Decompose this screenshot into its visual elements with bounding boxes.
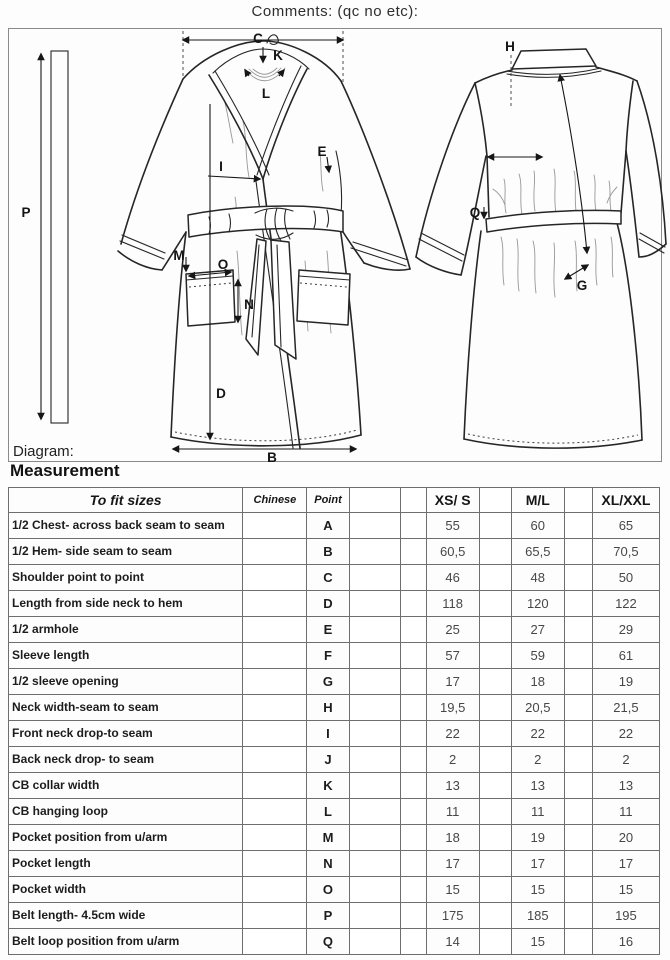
point-label-p: P: [21, 205, 31, 220]
point-cell: N: [307, 851, 349, 877]
empty-cell: [564, 877, 592, 903]
empty-cell: [400, 617, 426, 643]
empty-cell: [400, 799, 426, 825]
empty-cell: [479, 721, 511, 747]
empty-cell: [479, 617, 511, 643]
measurement-label-cell: Belt length- 4.5cm wide: [9, 903, 243, 929]
empty-cell: [564, 903, 592, 929]
chinese-cell: [243, 591, 307, 617]
empty-cell: [564, 539, 592, 565]
measurement-row: [9, 825, 660, 851]
value-xs-s-cell: 55: [426, 513, 479, 539]
measurement-row: [9, 669, 660, 695]
measurement-table: [8, 487, 660, 955]
value-m-l-cell: 20,5: [511, 695, 564, 721]
empty-cell: [349, 851, 400, 877]
value-xl-xxl-cell: 2: [592, 747, 659, 773]
empty-cell: [349, 539, 400, 565]
measurement-row: [9, 539, 660, 565]
measurement-row: [9, 903, 660, 929]
value-m-l-cell: 27: [511, 617, 564, 643]
empty-cell: [564, 565, 592, 591]
point-label-d: D: [216, 386, 226, 401]
empty-cell: [479, 877, 511, 903]
empty-cell: [400, 851, 426, 877]
measurement-row: [9, 877, 660, 903]
value-xl-xxl-cell: 65: [592, 513, 659, 539]
header-chinese: Chinese: [243, 488, 307, 513]
empty-cell: [479, 643, 511, 669]
value-xs-s-cell: 60,5: [426, 539, 479, 565]
empty-cell: [564, 695, 592, 721]
point-label-k: K: [273, 48, 283, 63]
measurement-row: [9, 643, 660, 669]
measurement-row: [9, 851, 660, 877]
point-label-l: L: [261, 86, 271, 101]
measurement-label-cell: 1/2 Hem- side seam to seam: [9, 539, 243, 565]
empty-cell: [400, 903, 426, 929]
chinese-cell: [243, 669, 307, 695]
value-m-l-cell: 13: [511, 773, 564, 799]
diagram-caption: Diagram:: [13, 443, 74, 460]
empty-header-cell: [349, 488, 400, 513]
point-cell: O: [307, 877, 349, 903]
point-cell: C: [307, 565, 349, 591]
value-m-l-cell: 2: [511, 747, 564, 773]
measurement-label-cell: 1/2 Chest- across back seam to seam: [9, 513, 243, 539]
chinese-cell: [243, 643, 307, 669]
point-label-h: H: [505, 39, 515, 54]
empty-cell: [564, 825, 592, 851]
empty-cell: [349, 669, 400, 695]
empty-cell: [400, 877, 426, 903]
measurement-label-cell: Pocket length: [9, 851, 243, 877]
empty-cell: [400, 513, 426, 539]
empty-cell: [349, 929, 400, 955]
empty-cell: [400, 721, 426, 747]
value-xs-s-cell: 15: [426, 877, 479, 903]
measurement-label-cell: CB collar width: [9, 773, 243, 799]
value-xs-s-cell: 57: [426, 643, 479, 669]
chinese-cell: [243, 825, 307, 851]
value-xl-xxl-cell: 21,5: [592, 695, 659, 721]
chinese-cell: [243, 513, 307, 539]
comments-header: Comments: (qc no etc):: [251, 3, 419, 20]
empty-cell: [479, 695, 511, 721]
empty-header-cell: [400, 488, 426, 513]
chinese-cell: [243, 929, 307, 955]
point-cell: D: [307, 591, 349, 617]
measurement-row: [9, 695, 660, 721]
value-xl-xxl-cell: 70,5: [592, 539, 659, 565]
measurement-label-cell: Pocket width: [9, 877, 243, 903]
measurement-label-cell: Back neck drop- to seam: [9, 747, 243, 773]
chinese-cell: [243, 747, 307, 773]
empty-cell: [479, 513, 511, 539]
value-m-l-cell: 185: [511, 903, 564, 929]
point-cell: E: [307, 617, 349, 643]
empty-cell: [564, 929, 592, 955]
value-xl-xxl-cell: 15: [592, 877, 659, 903]
value-xl-xxl-cell: 122: [592, 591, 659, 617]
point-label-q: Q: [469, 205, 481, 220]
empty-cell: [564, 591, 592, 617]
empty-header-cell: [479, 488, 511, 513]
empty-cell: [479, 747, 511, 773]
empty-cell: [479, 539, 511, 565]
value-xs-s-cell: 19,5: [426, 695, 479, 721]
measurement-table-body: [9, 513, 660, 955]
value-xl-xxl-cell: 50: [592, 565, 659, 591]
empty-cell: [349, 825, 400, 851]
belt-strip-drawing: [21, 51, 68, 423]
chinese-cell: [243, 851, 307, 877]
empty-cell: [479, 903, 511, 929]
empty-cell: [479, 799, 511, 825]
point-cell: G: [307, 669, 349, 695]
empty-cell: [349, 565, 400, 591]
chinese-cell: [243, 565, 307, 591]
measurement-row: [9, 565, 660, 591]
empty-cell: [349, 773, 400, 799]
value-xs-s-cell: 13: [426, 773, 479, 799]
value-xl-xxl-cell: 22: [592, 721, 659, 747]
empty-cell: [479, 773, 511, 799]
empty-cell: [564, 851, 592, 877]
empty-cell: [400, 773, 426, 799]
value-xs-s-cell: 11: [426, 799, 479, 825]
value-xs-s-cell: 175: [426, 903, 479, 929]
value-xl-xxl-cell: 61: [592, 643, 659, 669]
back-measurement-marks: [484, 55, 588, 279]
measurement-label-cell: Sleeve length: [9, 643, 243, 669]
value-m-l-cell: 65,5: [511, 539, 564, 565]
header-point: Point: [307, 488, 349, 513]
measurement-row: [9, 747, 660, 773]
empty-cell: [400, 565, 426, 591]
chinese-cell: [243, 799, 307, 825]
chinese-cell: [243, 617, 307, 643]
value-m-l-cell: 60: [511, 513, 564, 539]
chinese-cell: [243, 903, 307, 929]
point-cell: L: [307, 799, 349, 825]
value-xs-s-cell: 14: [426, 929, 479, 955]
value-xl-xxl-cell: 195: [592, 903, 659, 929]
point-cell: J: [307, 747, 349, 773]
point-cell: I: [307, 721, 349, 747]
value-m-l-cell: 19: [511, 825, 564, 851]
point-cell: M: [307, 825, 349, 851]
empty-cell: [564, 773, 592, 799]
measurement-label-cell: Shoulder point to point: [9, 565, 243, 591]
value-xs-s-cell: 18: [426, 825, 479, 851]
value-xs-s-cell: 46: [426, 565, 479, 591]
empty-cell: [400, 747, 426, 773]
value-m-l-cell: 120: [511, 591, 564, 617]
point-label-o: O: [217, 257, 229, 272]
point-cell: H: [307, 695, 349, 721]
point-label-m: M: [173, 248, 185, 263]
measurement-row: [9, 929, 660, 955]
value-m-l-cell: 59: [511, 643, 564, 669]
point-cell: K: [307, 773, 349, 799]
point-label-n: N: [244, 297, 254, 312]
measurement-label-cell: Front neck drop-to seam: [9, 721, 243, 747]
empty-cell: [564, 721, 592, 747]
measurement-label-cell: 1/2 armhole: [9, 617, 243, 643]
header-to-fit-sizes: To fit sizes: [9, 488, 243, 513]
point-label-i: I: [219, 159, 223, 174]
empty-cell: [564, 669, 592, 695]
robe-front-view: [118, 31, 410, 465]
measurement-label-cell: Belt loop position from u/arm: [9, 929, 243, 955]
value-xl-xxl-cell: 16: [592, 929, 659, 955]
chinese-cell: [243, 877, 307, 903]
measurement-label-cell: CB hanging loop: [9, 799, 243, 825]
empty-header-cell: [564, 488, 592, 513]
empty-cell: [349, 799, 400, 825]
robe-technical-drawing: [9, 29, 661, 465]
empty-cell: [479, 851, 511, 877]
measurement-label-cell: 1/2 sleeve opening: [9, 669, 243, 695]
front-pockets: [186, 270, 350, 326]
empty-cell: [400, 825, 426, 851]
value-xl-xxl-cell: 19: [592, 669, 659, 695]
value-m-l-cell: 22: [511, 721, 564, 747]
measurement-row: [9, 617, 660, 643]
empty-cell: [564, 513, 592, 539]
header-size-m-l: M/L: [511, 488, 564, 513]
measurement-table-header: [9, 488, 660, 513]
empty-cell: [479, 929, 511, 955]
empty-cell: [564, 799, 592, 825]
empty-cell: [479, 565, 511, 591]
value-xl-xxl-cell: 17: [592, 851, 659, 877]
measurement-row: [9, 591, 660, 617]
measurement-label-cell: Length from side neck to hem: [9, 591, 243, 617]
empty-cell: [400, 539, 426, 565]
value-xs-s-cell: 25: [426, 617, 479, 643]
point-cell: A: [307, 513, 349, 539]
empty-cell: [479, 591, 511, 617]
chinese-cell: [243, 773, 307, 799]
empty-cell: [564, 747, 592, 773]
empty-cell: [349, 877, 400, 903]
measurement-label-cell: Neck width-seam to seam: [9, 695, 243, 721]
point-cell: F: [307, 643, 349, 669]
chinese-cell: [243, 539, 307, 565]
empty-cell: [349, 695, 400, 721]
empty-cell: [400, 643, 426, 669]
diagram-box: [8, 28, 662, 465]
point-label-e: E: [317, 144, 327, 159]
point-cell: P: [307, 903, 349, 929]
empty-cell: [349, 747, 400, 773]
measurement-row: [9, 513, 660, 539]
point-label-g: G: [576, 278, 588, 293]
empty-cell: [479, 669, 511, 695]
empty-cell: [349, 617, 400, 643]
value-xl-xxl-cell: 13: [592, 773, 659, 799]
empty-cell: [564, 617, 592, 643]
chinese-cell: [243, 695, 307, 721]
point-label-b: B: [267, 450, 277, 465]
point-cell: B: [307, 539, 349, 565]
value-m-l-cell: 18: [511, 669, 564, 695]
value-xs-s-cell: 118: [426, 591, 479, 617]
chinese-cell: [243, 721, 307, 747]
value-xs-s-cell: 2: [426, 747, 479, 773]
measurement-row: [9, 721, 660, 747]
empty-cell: [400, 695, 426, 721]
value-xs-s-cell: 17: [426, 851, 479, 877]
value-xl-xxl-cell: 20: [592, 825, 659, 851]
point-label-c: C: [253, 31, 263, 46]
value-m-l-cell: 11: [511, 799, 564, 825]
value-m-l-cell: 15: [511, 877, 564, 903]
empty-cell: [564, 643, 592, 669]
robe-back-view: [416, 39, 666, 448]
value-m-l-cell: 17: [511, 851, 564, 877]
empty-cell: [479, 825, 511, 851]
empty-cell: [349, 591, 400, 617]
header-size-xs-s: XS/ S: [426, 488, 479, 513]
empty-cell: [349, 513, 400, 539]
empty-cell: [349, 903, 400, 929]
point-cell: Q: [307, 929, 349, 955]
value-m-l-cell: 15: [511, 929, 564, 955]
value-xl-xxl-cell: 29: [592, 617, 659, 643]
value-m-l-cell: 48: [511, 565, 564, 591]
measurement-heading: Measurement: [10, 461, 120, 480]
empty-cell: [349, 721, 400, 747]
header-size-xl-xxl: XL/XXL: [592, 488, 659, 513]
empty-cell: [400, 669, 426, 695]
empty-cell: [400, 591, 426, 617]
measurement-row: [9, 773, 660, 799]
value-xs-s-cell: 22: [426, 721, 479, 747]
measurement-row: [9, 799, 660, 825]
empty-cell: [349, 643, 400, 669]
measurement-label-cell: Pocket position from u/arm: [9, 825, 243, 851]
empty-cell: [400, 929, 426, 955]
value-xs-s-cell: 17: [426, 669, 479, 695]
value-xl-xxl-cell: 11: [592, 799, 659, 825]
